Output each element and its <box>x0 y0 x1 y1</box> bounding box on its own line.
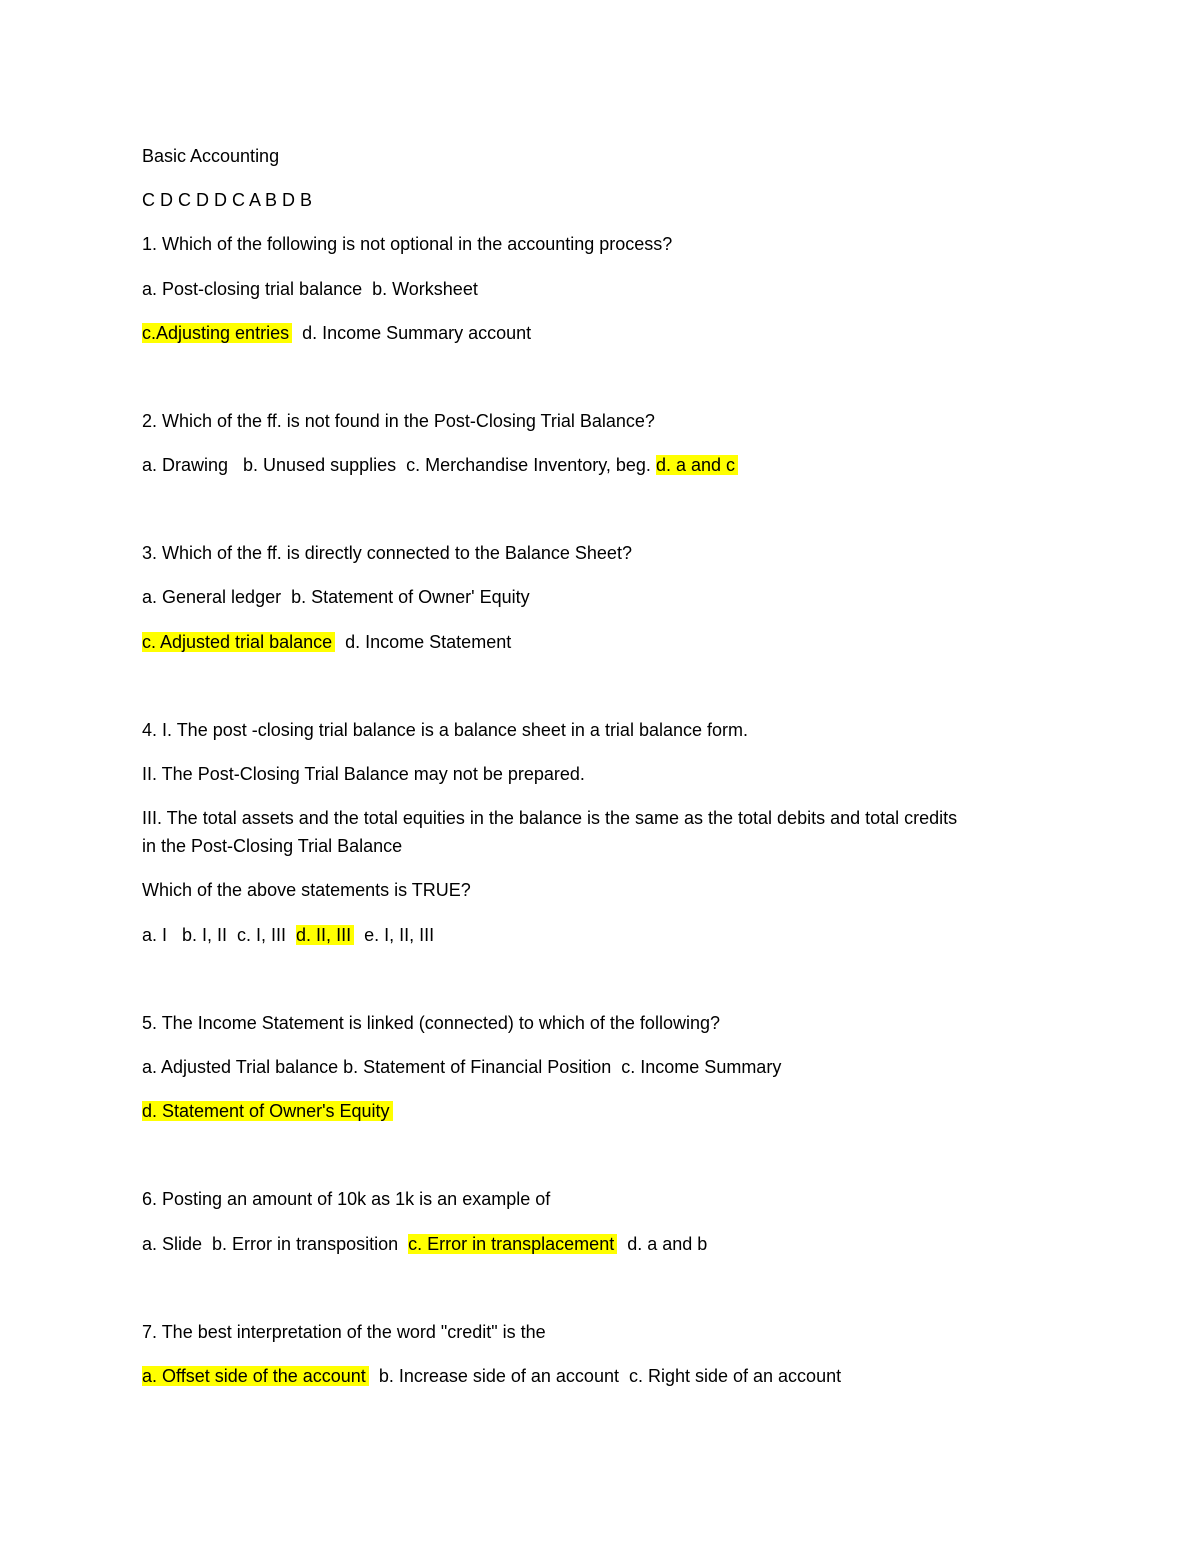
question-3-answer-highlight: c. Adjusted trial balance <box>142 632 335 652</box>
question-2-stem: 2. Which of the ff. is not found in the Post-Closing Trial Balance? <box>142 411 655 431</box>
question-3-stem: 3. Which of the ff. is directly connected to the Balance Sheet? <box>142 543 632 563</box>
question-4-option-e: e. I, II, III <box>354 925 435 945</box>
question-7-options <box>142 1364 841 1388</box>
question-5-answer-highlight: d. Statement of Owner's Equity <box>142 1101 393 1121</box>
question-5-stem: 5. The Income Statement is linked (connected) to which of the following? <box>142 1013 720 1033</box>
question-7-answer-highlight: a. Offset side of the account <box>142 1366 369 1386</box>
question-2-answer-highlight: d. a and c <box>656 455 738 475</box>
question-1-stem: 1. Which of the following is not optional in the accounting process? <box>142 234 673 254</box>
question-7-stem: 7. The best interpretation of the word "credit" is the <box>142 1322 546 1342</box>
question-2-options-a-c: a. Drawing b. Unused supplies c. Merchandise Inventory, beg. <box>142 455 656 475</box>
question-5-option-d <box>142 1099 393 1123</box>
question-4-statement-i: 4. I. The post -closing trial balance is a balance sheet in a trial balance form. <box>142 720 748 740</box>
question-6-option-d: d. a and b <box>617 1234 708 1254</box>
question-1-options-a-b: a. Post-closing trial balance b. Worksheet <box>142 279 478 299</box>
question-2-options <box>142 453 738 477</box>
question-1-option-d: d. Income Summary account <box>292 323 532 343</box>
question-4-statement-ii: II. The Post-Closing Trial Balance may not be prepared. <box>142 764 585 784</box>
question-4-options <box>142 923 434 947</box>
question-4-statement-iii: III. The total assets and the total equities in the balance is the same as the total debits and total credits <box>142 808 958 828</box>
question-4-statement-iii-cont: in the Post-Closing Trial Balance <box>142 836 403 856</box>
question-7-options-b-c: b. Increase side of an account c. Right side of an account <box>368 1366 842 1386</box>
question-6-options-a-b: a. Slide b. Error in transposition <box>142 1234 409 1254</box>
question-5-options-a-c: a. Adjusted Trial balance b. Statement of Financial Position c. Income Summary <box>142 1057 782 1077</box>
question-4-options-a-c: a. I b. I, II c. I, III <box>142 925 297 945</box>
question-6-answer-highlight: c. Error in transplacement <box>408 1234 617 1254</box>
question-6-stem: 6. Posting an amount of 10k as 1k is an example of <box>142 1189 551 1209</box>
question-3-options-a-b: a. General ledger b. Statement of Owner' Equity <box>142 587 530 607</box>
question-3-options-c-d <box>142 630 511 654</box>
question-3-option-d: d. Income Statement <box>335 632 512 652</box>
answer-key: C D C D D C A B D B <box>142 190 313 210</box>
question-1-options-c-d <box>142 321 531 345</box>
document-title: Basic Accounting <box>142 146 280 166</box>
question-4-prompt: Which of the above statements is TRUE? <box>142 880 471 900</box>
question-4-answer-highlight: d. II, III <box>296 925 354 945</box>
question-1-answer-highlight: c.Adjusting entries <box>142 323 292 343</box>
question-6-options <box>142 1232 707 1256</box>
